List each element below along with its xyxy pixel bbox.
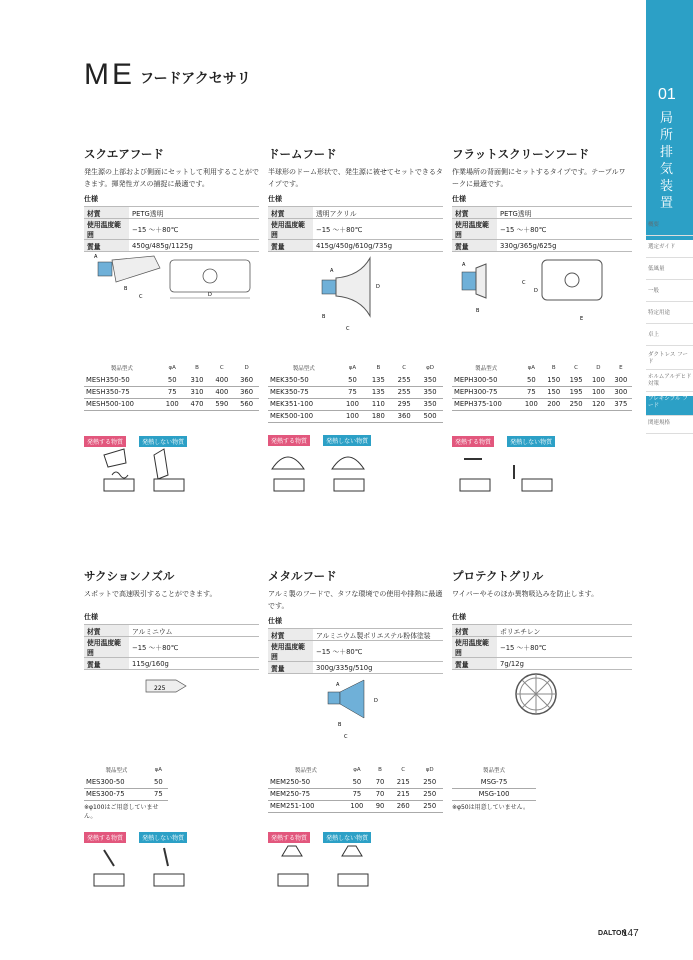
page-title: ME xyxy=(84,58,135,91)
metal-hood-drawing xyxy=(320,676,400,746)
section-title: フラットスクリーンフード xyxy=(452,147,590,161)
section-desc: 作業場所の背面側にセットするタイプです。テーブルワークに最適です。 xyxy=(452,168,626,188)
sidebar-item-formaldehyde[interactable]: ホルムアルデヒド 対策 xyxy=(646,374,693,392)
svg-text:B: B xyxy=(338,722,342,728)
dome-hood-drawing xyxy=(300,250,400,336)
sidebar-item-general[interactable]: 一般 xyxy=(646,288,693,302)
square-hood-drawing xyxy=(84,248,259,308)
product-table: 製品型式 MSG-75 MSG-100 xyxy=(452,764,536,801)
hot-tag: 発熱する物質 xyxy=(84,436,126,447)
table-row: MEPH375-100 100 200 250 120 375 xyxy=(452,398,632,410)
spec-table: 材質 透明アクリル 使用温度範囲 −15 〜＋80℃ 質量 415g/450g/610g/735g xyxy=(268,206,443,252)
spec-heading: 仕様 xyxy=(84,195,98,203)
table-row: MEM250-75 75 70 215 250 xyxy=(268,788,443,800)
hot-tag: 発熱する物質 xyxy=(452,436,494,447)
svg-text:A: A xyxy=(462,262,466,268)
section-desc: スポットで高速吸引することができます。 xyxy=(84,590,217,598)
page-subtitle: フードアクセサリ xyxy=(140,71,251,87)
sidebar-item-ductless[interactable]: ダクトレス フード xyxy=(646,352,693,370)
table-note: ※φ50は用意していません。 xyxy=(452,803,529,811)
suction-nozzle-products xyxy=(84,764,168,820)
cold-tag: 発熱しない物質 xyxy=(139,832,187,843)
svg-text:B: B xyxy=(476,308,480,314)
product-table: 製品型式 φA B C D MESH350-50 50 310 400 360 MESH350-75 75 310 400 360 MESH500-100 100 470 590 560 xyxy=(84,362,259,411)
product-table: 製品型式 φA MES300-50 50 MES300-75 75 xyxy=(84,764,168,801)
flat-screen-usage-illustration xyxy=(452,445,562,495)
section-suction-nozzle xyxy=(84,568,259,670)
chapter-number: 01 xyxy=(658,86,676,103)
spec-table: 材質 アルミニウム製ポリエステル粉体塗装 使用温度範囲 −15 〜＋80℃ 質量 300g/335g/510g xyxy=(268,628,443,674)
svg-text:D: D xyxy=(376,284,380,290)
sidebar-item-guide[interactable]: 選定ガイド xyxy=(646,244,693,258)
table-row: MEK500-100 100 180 360 500 xyxy=(268,410,443,422)
section-square-hood xyxy=(84,146,259,252)
table-row: MES300-50 50 xyxy=(84,776,168,788)
svg-text:C: C xyxy=(346,326,350,332)
dome-hood-products xyxy=(268,362,443,447)
svg-text:B: B xyxy=(124,286,128,292)
sidebar-item-low[interactable]: 低風量 xyxy=(646,266,693,280)
table-row: MEM250-50 50 70 215 250 xyxy=(268,776,443,788)
section-title: スクエアフード xyxy=(84,147,164,161)
section-title: サクションノズル xyxy=(84,569,175,583)
protect-grill-products xyxy=(452,764,536,811)
table-row: MESH350-50 50 310 400 360 xyxy=(84,374,259,386)
sidebar-item-flexible[interactable]: フレキシブル フード xyxy=(646,396,693,416)
sidebar-item-standards[interactable]: 関連規格 xyxy=(646,420,693,434)
section-desc: 半球形のドーム形状で、発生源に被せてセットできるタイプです。 xyxy=(268,168,443,188)
brand-logo: DALTON xyxy=(598,930,627,937)
square-hood-usage-illustration xyxy=(84,445,194,495)
table-row: MEK350-50 50 135 255 350 xyxy=(268,374,443,386)
chapter-title: 局所排気装置 xyxy=(660,111,674,211)
svg-text:A: A xyxy=(330,268,334,274)
svg-text:C: C xyxy=(522,280,526,286)
metal-hood-products xyxy=(268,764,443,813)
spec-table: 材質 PETG透明 使用温度範囲 −15 〜＋80℃ 質量 450g/485g/1125g xyxy=(84,206,259,252)
svg-text:D: D xyxy=(374,698,378,704)
spec-table: 材質 ポリエチレン 使用温度範囲 −15 〜＋80℃ 質量 7g/12g xyxy=(452,624,632,670)
protect-grill-drawing xyxy=(514,672,558,716)
section-title: メタルフード xyxy=(268,569,337,583)
svg-text:D: D xyxy=(208,292,212,298)
section-title: プロテクトグリル xyxy=(452,569,544,583)
spec-table: 材質 PETG透明 使用温度範囲 −15 〜＋80℃ 質量 330g/365g/625g xyxy=(452,206,632,252)
section-desc: 発生源の上部および側面にセットして利用することができます。揮発性ガスの捕捉に最適です。 xyxy=(84,168,259,188)
flat-screen-hood-products xyxy=(452,362,632,448)
svg-text:A: A xyxy=(336,682,340,688)
sidebar-item-overview[interactable]: 概要 xyxy=(646,222,693,236)
hot-tag: 発熱する物質 xyxy=(268,832,310,843)
svg-text:D: D xyxy=(534,288,538,294)
table-row: MEPH300-75 75 150 195 100 300 xyxy=(452,386,632,398)
section-metal-hood xyxy=(268,568,443,674)
suction-nozzle-usage-illustration xyxy=(84,840,194,890)
dome-hood-usage-illustration xyxy=(268,445,378,495)
section-flat-screen-hood xyxy=(452,146,632,252)
spec-heading: 仕様 xyxy=(268,617,282,625)
table-row: MEPH300-50 50 150 195 100 300 xyxy=(452,374,632,386)
table-note: ※φ100はご用意していません。 xyxy=(84,803,159,820)
suction-nozzle-drawing xyxy=(140,672,190,702)
section-protect-grill xyxy=(452,568,632,670)
cold-tag: 発熱しない物質 xyxy=(323,435,371,446)
svg-text:E: E xyxy=(580,316,584,322)
square-hood-products xyxy=(84,362,259,448)
table-row: MSG-100 xyxy=(452,788,536,800)
svg-text:225: 225 xyxy=(154,685,166,692)
cold-tag: 発熱しない物質 xyxy=(139,436,187,447)
section-dome-hood xyxy=(268,146,443,252)
cold-tag: 発熱しない物質 xyxy=(507,436,555,447)
flat-screen-hood-drawing xyxy=(452,250,632,324)
product-table: 製品型式 φA B C φD MEM250-50 50 70 215 250 MEM250-75 75 70 215 250 MEM251-100 100 90 260 250 xyxy=(268,764,443,813)
table-row: MEK351-100 100 110 295 350 xyxy=(268,398,443,410)
section-desc: アルミ製のフードで、タフな環境での使用や排熱に最適です。 xyxy=(268,590,443,610)
spec-heading: 仕様 xyxy=(84,613,98,621)
spec-heading: 仕様 xyxy=(452,195,466,203)
product-table: 製品型式 φA B C D E MEPH300-50 50 150 195 100 300 MEPH300-75 75 150 195 100 300 MEPH375-100 100 200 250 120 375 xyxy=(452,362,632,411)
chapter-band xyxy=(646,80,693,240)
svg-text:C: C xyxy=(344,734,348,740)
section-desc: ワイパーやそのほか異物吸込みを防止します。 xyxy=(452,590,599,598)
table-row: MESH350-75 75 310 400 360 xyxy=(84,386,259,398)
section-title: ドームフード xyxy=(268,147,337,161)
table-row: MESH500-100 100 470 590 560 xyxy=(84,398,259,410)
svg-text:C: C xyxy=(139,294,143,300)
sidebar-top-band xyxy=(646,0,693,80)
hot-tag: 発熱する物質 xyxy=(268,435,310,446)
table-row: MEM251-100 100 90 260 250 xyxy=(268,800,443,812)
spec-table: 材質 アルミニウム 使用温度範囲 −15 〜＋80℃ 質量 115g/160g xyxy=(84,624,259,670)
sidebar-item-special[interactable]: 特定用途 xyxy=(646,310,693,324)
metal-hood-usage-illustration xyxy=(268,840,378,890)
svg-text:A: A xyxy=(94,254,98,260)
cold-tag: 発熱しない物質 xyxy=(323,832,371,843)
hot-tag: 発熱する物質 xyxy=(84,832,126,843)
sidebar-item-desk[interactable]: 卓上 xyxy=(646,332,693,346)
page-number: 147 xyxy=(622,928,639,939)
product-table: 製品型式 φA B C φD MEK350-50 50 135 255 350 MEK350-75 75 135 255 350 MEK351-100 100 110 295 350 MEK500-100 100 180 360 500 xyxy=(268,362,443,423)
table-row: MEK350-75 75 135 255 350 xyxy=(268,386,443,398)
table-row: MSG-75 xyxy=(452,776,536,788)
sidebar xyxy=(646,0,693,960)
table-row: MES300-75 75 xyxy=(84,788,168,800)
svg-text:B: B xyxy=(322,314,326,320)
spec-heading: 仕様 xyxy=(268,195,282,203)
spec-heading: 仕様 xyxy=(452,613,466,621)
